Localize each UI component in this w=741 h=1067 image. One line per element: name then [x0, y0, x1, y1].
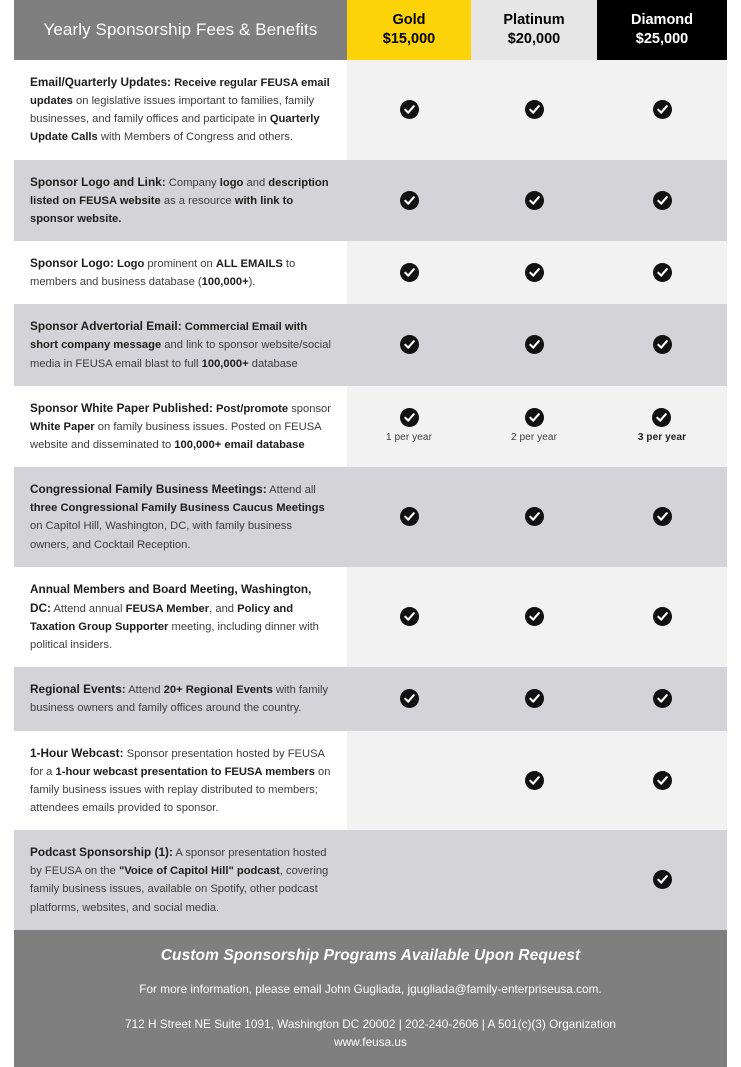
benefit-description: Email/Quarterly Updates: Receive regular FEUSA email updates on legislative issues important to families, family businesses, and family offices and participate in Quarterly Update Calls with Members of Congress and others. [14, 60, 347, 160]
benefit-cell-diamond [597, 60, 727, 160]
platinum-tier-price: $20,000 [507, 31, 561, 47]
check-icon [653, 870, 672, 889]
check-icon [400, 263, 419, 282]
benefit-cell-diamond [597, 731, 727, 831]
check-icon [653, 263, 672, 282]
check-icon [525, 408, 544, 427]
check-icon [525, 607, 544, 626]
benefit-cell-platinum [471, 731, 597, 831]
page-title: Yearly Sponsorship Fees & Benefits [14, 0, 347, 60]
benefit-cell-diamond [597, 567, 727, 668]
benefit-cell-gold [347, 467, 471, 567]
benefit-cell-gold [347, 386, 471, 467]
table-row [14, 731, 727, 831]
check-icon [653, 507, 672, 526]
check-icon [653, 689, 672, 708]
check-icon [653, 607, 672, 626]
quantity-note: 3 per year [637, 431, 687, 443]
check-icon [525, 100, 544, 119]
footer-address [32, 1015, 709, 1052]
check-icon [525, 335, 544, 354]
check-icon [525, 507, 544, 526]
benefit-cell-platinum [471, 386, 597, 467]
check-icon [653, 335, 672, 354]
check-icon [400, 335, 419, 354]
table-row [14, 60, 727, 160]
benefit-cell-platinum [471, 160, 597, 241]
benefit-description: Sponsor Logo: Logo prominent on ALL EMAILS to members and business database (100,000+). [14, 241, 347, 304]
footer-contact: For more information, please email John Gugliada, jgugliada@family-enterpriseusa.com. [139, 981, 602, 996]
benefit-description: Annual Members and Board Meeting, Washington, DC: Attend annual FEUSA Member, and Policy and Taxation Group Supporter meeting, including dinner with political insiders. [14, 567, 347, 668]
benefit-description: Sponsor Logo and Link: Company logo and description listed on FEUSA website as a resource with link to sponsor website. [14, 160, 347, 241]
benefit-description: Regional Events: Attend 20+ Regional Events with family business owners and family offices around the country. [14, 667, 347, 730]
benefit-cell-gold [347, 731, 471, 831]
benefit-description: Sponsor White Paper Published: Post/promote sponsor White Paper on family business issues. Posted on FEUSA website and disseminated to 100,000+ email database [14, 386, 347, 467]
column-header-diamond [597, 0, 727, 60]
check-icon [400, 100, 419, 119]
header-row [14, 0, 727, 60]
column-header-gold [347, 0, 471, 60]
benefit-cell-platinum [471, 830, 597, 930]
table-body [14, 60, 727, 930]
benefit-description: 1-Hour Webcast: Sponsor presentation hosted by FEUSA for a 1-hour webcast presentation to FEUSA members on family business issues with replay distributed to members; attendees emails provided to sponsor. [14, 731, 347, 831]
table-row [14, 304, 727, 385]
table-header [14, 0, 727, 60]
table-row [14, 386, 727, 467]
check-icon [400, 507, 419, 526]
check-icon [400, 689, 419, 708]
benefit-cell-platinum [471, 667, 597, 730]
footer-address-line: 712 H Street NE Suite 1091, Washington DC 20002 | 202-240-2606 | A 501(c)(3) Organization [125, 1016, 616, 1031]
quantity-note: 2 per year [510, 431, 558, 443]
check-icon [525, 191, 544, 210]
diamond-tier-price: $25,000 [635, 31, 689, 47]
check-icon [653, 191, 672, 210]
benefit-cell-gold [347, 567, 471, 668]
table-row [14, 160, 727, 241]
benefit-cell-gold [347, 160, 471, 241]
benefit-cell-gold [347, 60, 471, 160]
benefit-cell-platinum [471, 304, 597, 385]
benefit-cell-gold [347, 241, 471, 304]
check-icon [525, 771, 544, 790]
gold-tier-price: $15,000 [382, 31, 436, 47]
benefit-cell-platinum [471, 567, 597, 668]
gold-tier-name: Gold [392, 12, 426, 29]
check-icon [400, 607, 419, 626]
platinum-tier-name: Platinum [503, 12, 565, 29]
sponsorship-benefits-table [14, 0, 727, 930]
benefit-cell-diamond [597, 241, 727, 304]
check-icon [652, 408, 671, 427]
benefit-description: Sponsor Advertorial Email: Commercial Email with short company message and link to sponsor website/social media in FEUSA email blast to full 100,000+ database [14, 304, 347, 385]
benefit-cell-gold [347, 304, 471, 385]
table-row [14, 241, 727, 304]
check-icon [653, 771, 672, 790]
column-header-platinum [471, 0, 597, 60]
footer-panel [14, 930, 727, 1067]
benefit-cell-gold [347, 667, 471, 730]
footer-headline: Custom Sponsorship Programs Available Upon Request [160, 946, 581, 964]
benefit-description: Podcast Sponsorship (1): A sponsor presentation hosted by FEUSA on the "Voice of Capitol Hill" podcast, covering family business issues, available on Spotify, other podcast platforms, websites, and social media. [14, 830, 347, 930]
benefit-cell-platinum [471, 241, 597, 304]
table-row [14, 830, 727, 930]
benefit-cell-diamond [597, 386, 727, 467]
benefit-cell-diamond [597, 304, 727, 385]
quantity-note: 1 per year [385, 431, 433, 443]
check-icon [400, 408, 419, 427]
benefit-cell-diamond [597, 160, 727, 241]
benefit-cell-platinum [471, 467, 597, 567]
benefit-cell-diamond [597, 667, 727, 730]
benefit-cell-diamond [597, 830, 727, 930]
diamond-tier-name: Diamond [630, 12, 694, 29]
table-row [14, 467, 727, 567]
table-row [14, 667, 727, 730]
check-icon [653, 100, 672, 119]
check-icon [525, 689, 544, 708]
footer-website: www.feusa.us [334, 1035, 407, 1050]
benefit-cell-platinum [471, 60, 597, 160]
benefit-cell-gold [347, 830, 471, 930]
benefit-cell-diamond [597, 467, 727, 567]
table-row [14, 567, 727, 668]
check-icon [525, 263, 544, 282]
benefit-description: Congressional Family Business Meetings: Attend all three Congressional Family Business Caucus Meetings on Capitol Hill, Washington, DC, with family business owners, and Cocktail Reception. [14, 467, 347, 567]
check-icon [400, 191, 419, 210]
